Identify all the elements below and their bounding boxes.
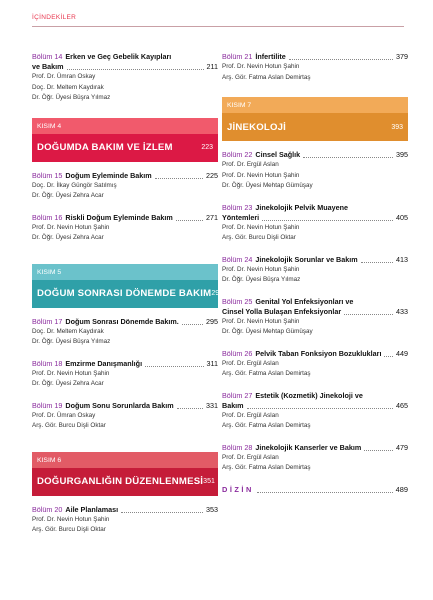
page-number: 331 — [206, 400, 218, 410]
author: Dr. Öğr. Üyesi Zehra Acar — [32, 192, 104, 199]
page-number: 413 — [396, 254, 408, 264]
page-number: 405 — [396, 212, 408, 222]
author: Prof. Dr. Ümran Oskay — [32, 73, 96, 80]
chapter-title: İnfertilite — [255, 52, 286, 61]
page-number: 211 — [206, 62, 218, 71]
chapter-number: Bölüm 18 — [32, 358, 63, 368]
leader-dots — [262, 220, 393, 221]
section-label: KISIM 7 — [222, 97, 408, 113]
page-number: 353 — [206, 504, 218, 514]
chapter-number: Bölüm 19 — [32, 400, 63, 410]
toc-entry-bolum-25[interactable] — [222, 297, 408, 338]
section-title: JİNEKOLOJİ — [227, 121, 287, 133]
author: Prof. Dr. Nevin Hotun Şahin — [32, 515, 110, 523]
page-number: 433 — [396, 306, 408, 316]
chapter-title: Jinekolojik Sorunlar ve Bakım — [255, 254, 358, 264]
chapter-number: Bölüm 16 — [32, 212, 63, 222]
chapter-title: Doğum Sonu Sorunlarda Bakım — [65, 400, 174, 410]
leader-dots — [384, 356, 393, 357]
chapter-number: Bölüm 17 — [32, 316, 63, 326]
chapter-title: Genital Yol Enfeksiyonları ve — [255, 296, 354, 306]
toc-right-column — [222, 52, 408, 495]
toc-entry-bolum-18[interactable] — [32, 359, 218, 390]
chapter-title: Emzirme Danışmanlığı — [65, 358, 143, 368]
leader-dots — [67, 69, 204, 70]
author: Arş. Gör. Burcu Dişli Oktar — [32, 526, 106, 533]
page-number: 225 — [206, 170, 218, 180]
leader-dots — [176, 220, 203, 221]
chapter-number: Bölüm 15 — [32, 170, 63, 180]
author: Prof. Dr. Nevin Hotun Şahin — [222, 317, 300, 325]
chapter-title: Jinekolojik Kanserler ve Bakım — [255, 442, 362, 452]
chapter-title-cont: Yöntemleri — [222, 212, 260, 222]
page-number: 295 — [206, 316, 218, 326]
chapter-number: Bölüm 14 — [32, 52, 63, 61]
toc-entry-bolum-19[interactable] — [32, 401, 218, 432]
header-label: İÇİNDEKİLER — [32, 14, 77, 21]
author: Prof. Dr. Ergül Aslan — [222, 453, 279, 461]
chapter-title: Aile Planlaması — [65, 504, 119, 514]
leader-dots — [303, 157, 393, 158]
chapter-title: Doğum Sonrası Dönemde Bakım. — [65, 316, 179, 326]
toc-left-column — [32, 52, 224, 547]
author: Arş. Gör. Fatma Aslan Demirtaş — [222, 370, 311, 377]
section-label: KISIM 4 — [32, 118, 218, 134]
toc-entry-bolum-21[interactable] — [222, 52, 408, 83]
toc-entry-dizin[interactable] — [222, 485, 408, 495]
section-label: KISIM 5 — [32, 264, 218, 280]
toc-entry-bolum-20[interactable] — [32, 505, 218, 536]
chapter-number: Bölüm 25 — [222, 296, 253, 306]
section-banner-kisim-4[interactable] — [32, 118, 218, 162]
page-number: 311 — [206, 358, 218, 368]
chapter-title-cont: ve Bakım — [32, 62, 64, 71]
author: Prof. Dr. Ergül Aslan — [222, 411, 279, 419]
section-page: 351 — [203, 478, 215, 485]
section-page: 223 — [201, 144, 213, 151]
leader-dots — [364, 450, 393, 451]
section-page: 293 — [211, 290, 224, 297]
leader-dots — [289, 59, 393, 60]
header-divider — [32, 26, 404, 27]
author: Arş. Gör. Fatma Aslan Demirtaş — [222, 464, 311, 471]
author: Prof. Dr. Ümran Oskay — [32, 411, 96, 419]
page-number: 395 — [396, 150, 408, 159]
toc-entry-bolum-15[interactable] — [32, 171, 218, 202]
page-number: 271 — [206, 212, 218, 222]
toc-entry-bolum-27[interactable] — [222, 391, 408, 432]
leader-dots — [361, 262, 393, 263]
chapter-title: Riskli Doğum Eyleminde Bakım — [65, 212, 173, 222]
toc-entry-bolum-26[interactable] — [222, 349, 408, 380]
page-number: 479 — [396, 442, 408, 452]
index-label: DİZİN — [222, 484, 254, 494]
leader-dots — [177, 408, 203, 409]
page-number: 379 — [396, 52, 408, 61]
author: Prof. Dr. Nevin Hotun Şahin — [32, 223, 110, 231]
chapter-title: Pelvik Taban Fonksiyon Bozuklukları — [255, 348, 382, 358]
leader-dots — [121, 512, 203, 513]
chapter-number: Bölüm 26 — [222, 348, 253, 358]
author: Dr. Öğr. Üyesi Büşra Yılmaz — [32, 94, 111, 101]
chapter-number: Bölüm 23 — [222, 202, 253, 212]
author: Prof. Dr. Nevin Hotun Şahin — [222, 171, 300, 179]
leader-dots — [145, 366, 203, 367]
chapter-title: Doğum Eyleminde Bakım — [65, 170, 152, 180]
section-label: KISIM 6 — [32, 452, 218, 468]
author: Prof. Dr. Nevin Hotun Şahin — [222, 63, 300, 70]
toc-entry-bolum-16[interactable] — [32, 213, 218, 244]
page-number: 489 — [395, 484, 408, 494]
author: Prof. Dr. Ergül Aslan — [222, 161, 279, 168]
author: Arş. Gör. Fatma Aslan Demirtaş — [222, 422, 311, 429]
chapter-number: Bölüm 20 — [32, 504, 63, 514]
toc-entry-bolum-17[interactable] — [32, 317, 218, 348]
leader-dots — [344, 314, 393, 315]
chapter-title-cont: Cinsel Yolla Bulaşan Enfeksiyonlar — [222, 306, 342, 316]
author: Dr. Öğr. Üyesi Büşra Yılmaz — [32, 338, 111, 345]
author: Prof. Dr. Nevin Hotun Şahin — [222, 223, 300, 231]
chapter-number: Bölüm 21 — [222, 52, 253, 61]
page-number: 465 — [396, 400, 408, 410]
author: Dr. Öğr. Üyesi Büşra Yılmaz — [222, 276, 301, 283]
section-banner-kisim-6[interactable] — [32, 452, 218, 496]
section-title: DOĞURGANLIĞIN DÜZENLENMESİ — [37, 476, 204, 487]
author: Prof. Dr. Nevin Hotun Şahin — [32, 369, 110, 377]
author: Arş. Gör. Burcu Dişli Oktar — [32, 422, 106, 429]
page-number: 449 — [396, 348, 408, 358]
chapter-title-cont: Bakım — [222, 400, 244, 410]
chapter-number: Bölüm 27 — [222, 390, 253, 400]
chapter-number: Bölüm 24 — [222, 254, 253, 264]
section-banner-kisim-7[interactable] — [222, 97, 408, 141]
section-title: DOĞUM SONRASI DÖNEMDE BAKIM — [37, 288, 212, 299]
author: Doç. Dr. Meltem Kaydırak — [32, 83, 104, 91]
leader-dots — [155, 178, 203, 179]
toc-entry-bolum-28[interactable] — [222, 443, 408, 474]
toc-entry-bolum-24[interactable] — [222, 255, 408, 286]
author: Prof. Dr. Ergül Aslan — [222, 359, 279, 367]
chapter-title: Jinekolojik Pelvik Muayene — [255, 202, 349, 212]
author: Prof. Dr. Nevin Hotun Şahin — [222, 265, 300, 273]
toc-entry-bolum-23[interactable] — [222, 203, 408, 244]
chapter-number: Bölüm 22 — [222, 150, 253, 159]
chapter-title: Cinsel Sağlık — [255, 150, 301, 159]
author: Doç. Dr. İlkay Güngör Satılmış — [32, 181, 117, 189]
author: Arş. Gör. Burcu Dişli Oktar — [222, 234, 296, 241]
author: Doç. Dr. Meltem Kaydırak — [32, 327, 104, 335]
section-title: DOĞUMDA BAKIM VE İZLEM — [37, 142, 173, 153]
toc-entry-bolum-14[interactable] — [32, 52, 218, 104]
author: Dr. Öğr. Üyesi Mehtap Gümüşay — [222, 182, 313, 189]
toc-entry-bolum-22[interactable] — [222, 150, 408, 192]
section-page: 393 — [391, 123, 403, 131]
author: Dr. Öğr. Üyesi Zehra Acar — [32, 380, 104, 387]
leader-dots — [182, 324, 203, 325]
section-banner-kisim-5[interactable] — [32, 264, 224, 308]
leader-dots — [257, 492, 393, 493]
chapter-number: Bölüm 28 — [222, 442, 253, 452]
chapter-title: Estetik (Kozmetik) Jinekoloji ve — [255, 390, 363, 400]
leader-dots — [247, 408, 393, 409]
author: Dr. Öğr. Üyesi Zehra Acar — [32, 234, 104, 241]
author: Dr. Öğr. Üyesi Mehtap Gümüşay — [222, 328, 313, 335]
chapter-title: Erken ve Geç Gebelik Kayıpları — [65, 52, 172, 61]
author: Arş. Gör. Fatma Aslan Demirtaş — [222, 73, 311, 81]
